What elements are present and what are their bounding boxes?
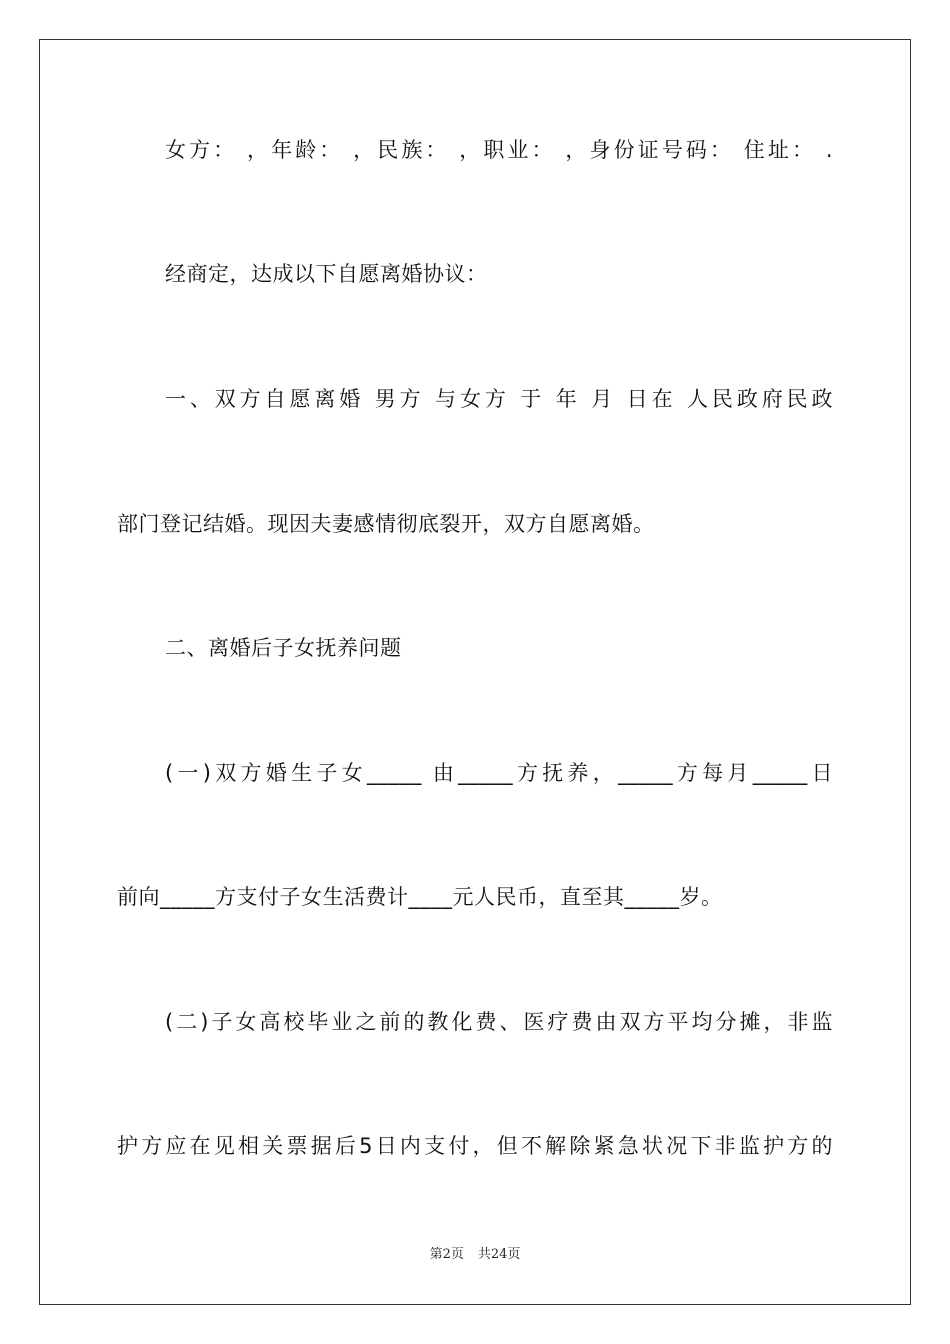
- text-line-clause-two-item-one-continued: 前向_____方支付子女生活费计____元人民币，直至其_____岁。: [117, 885, 723, 909]
- text-line-agreement-intro: 经商定，达成以下自愿离婚协议：: [165, 262, 488, 286]
- text-line-clause-one-continued: 部门登记结婚。现因夫妻感情彻底裂开，双方自愿离婚。: [117, 512, 655, 536]
- text-line-female-party-info: 女方： ，年龄： ，民族： ，职业： ，身份证号码： 住址： .: [165, 138, 833, 162]
- page-footer: [0, 1246, 950, 1264]
- text-line-clause-two-item-two-continued: 护方应在见相关票据后5日内支付，但不解除紧急状况下非监护方的: [117, 1134, 833, 1158]
- page-frame: [39, 39, 911, 1305]
- text-line-clause-one: 一、双方自愿离婚 男方 与女方 于 年 月 日在 人民政府民政: [165, 387, 833, 411]
- page-number: 第2页: [429, 1247, 464, 1262]
- text-line-clause-two-item-one: (一)双方婚生子女_____ 由_____方抚养，_____方每月_____日: [165, 761, 833, 785]
- page-total: 共24页: [477, 1247, 521, 1262]
- text-line-clause-two-item-two: (二)子女高校毕业之前的教化费、医疗费由双方平均分摊，非监: [165, 1010, 833, 1034]
- text-line-clause-two-heading: 二、离婚后子女抚养问题: [165, 636, 402, 660]
